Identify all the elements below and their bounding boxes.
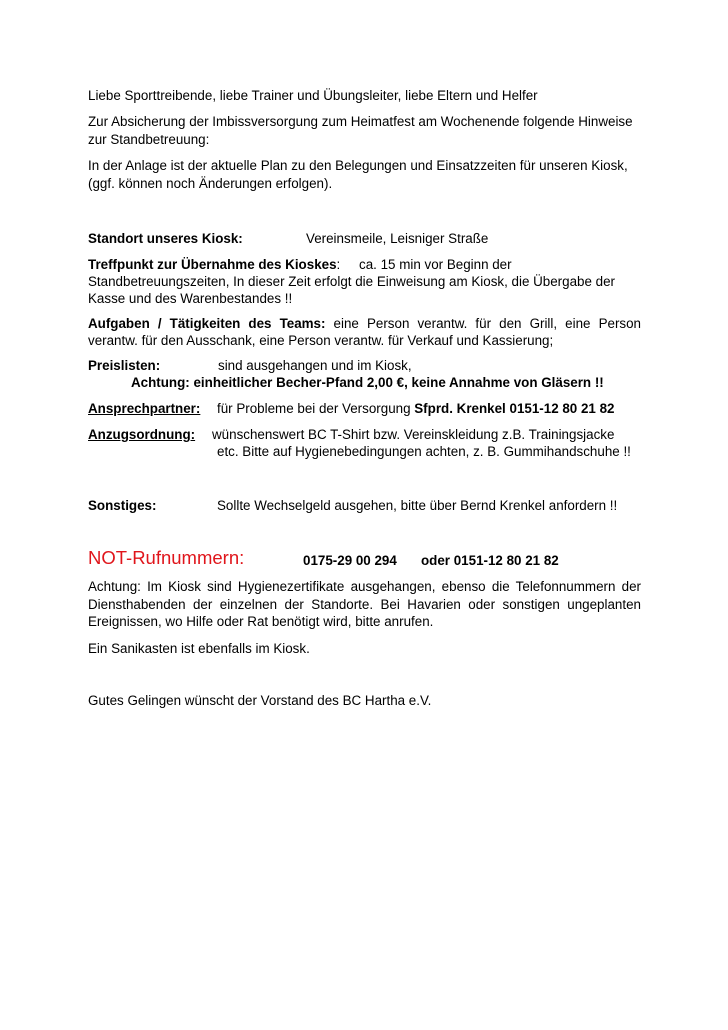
sonstiges-label: Sonstiges: xyxy=(88,498,157,513)
treffpunkt-text: ca. 15 min vor Beginn der xyxy=(359,257,512,272)
aufgaben-label: Aufgaben / Tätigkeiten des Teams: xyxy=(88,316,326,331)
standort-value: Vereinsmeile, Leisniger Straße xyxy=(306,231,489,246)
anzug-label: Anzugsordnung: xyxy=(88,427,196,442)
aufgaben-line-1 xyxy=(88,315,641,333)
anzug-line-1: wünschenswert BC T-Shirt bzw. Vereinskleidung z.B. Trainingsjacke xyxy=(212,427,615,442)
intro-line-2: zur Standbetreuung: xyxy=(88,132,210,147)
sanikasten: Ein Sanikasten ist ebenfalls im Kiosk. xyxy=(88,641,310,656)
preislisten-value: sind ausgehangen und im Kiosk, xyxy=(218,358,412,373)
treffpunkt-line-1 xyxy=(88,256,340,273)
standort-label: Standort unseres Kiosk: xyxy=(88,231,243,246)
intro-line-1: Zur Absicherung der Imbissversorgung zum Heimatfest am Wochenende folgende Hinweise xyxy=(88,114,633,129)
intro2-line-2: (ggf. können noch Änderungen erfolgen). xyxy=(88,176,333,191)
not-rufnummern-label: NOT-Rufnummern: xyxy=(88,547,245,568)
closing: Gutes Gelingen wünscht der Vorstand des BC Hartha e.V. xyxy=(88,693,432,708)
achtung-hygiene: Achtung: Im Kiosk sind Hygienezertifikate ausgehangen, ebenso die Telefonnummern der Diensthabenden der einzelnen der Standorte. Bei Havarien oder sonstigen ungeplanten Ereignissen, wo Hilfe oder Rat benötigt wird, bitte anrufen. xyxy=(88,579,641,629)
treffpunkt-label: Treffpunkt zur Übernahme des Kioskes xyxy=(88,257,337,272)
not-number-1: 0175-29 00 294 xyxy=(303,553,397,568)
aufgaben-line-2: verantw. für den Ausschank, eine Person verantw. für Verkauf und Kassierung; xyxy=(88,333,554,348)
treffpunkt-line-3: Kasse und des Warenbestandes !! xyxy=(88,291,293,306)
achtung-pfand: Achtung: einheitlicher Becher-Pfand 2,00 €, keine Annahme von Gläsern !! xyxy=(131,375,604,390)
ansprech-label: Ansprechpartner: xyxy=(88,401,201,416)
aufgaben-text: eine Person verantw. für den Grill, eine Person xyxy=(325,316,642,331)
ansprech-contact: Sfprd. Krenkel 0151-12 80 21 82 xyxy=(414,401,615,416)
sonstiges-value: Sollte Wechselgeld ausgehen, bitte über Bernd Krenkel anfordern !! xyxy=(217,498,618,513)
treffpunkt-line-2: Standbetreuungszeiten, In dieser Zeit erfolgt die Einweisung am Kiosk, die Übergabe der xyxy=(88,274,616,289)
not-number-2: oder 0151-12 80 21 82 xyxy=(421,553,559,568)
greeting: Liebe Sporttreibende, liebe Trainer und Übungsleiter, liebe Eltern und Helfer xyxy=(88,88,538,103)
intro2-line-1: In der Anlage ist der aktuelle Plan zu den Belegungen und Einsatzzeiten für unseren Kiosk, xyxy=(88,158,628,173)
ansprech-text: für Probleme bei der Versorgung xyxy=(217,401,415,416)
treffpunkt-colon: : xyxy=(336,257,341,272)
preislisten-label: Preislisten: xyxy=(88,358,161,373)
ansprech-line xyxy=(217,400,614,417)
anzug-line-2: etc. Bitte auf Hygienebedingungen achten, z. B. Gummihandschuhe !! xyxy=(217,444,631,459)
